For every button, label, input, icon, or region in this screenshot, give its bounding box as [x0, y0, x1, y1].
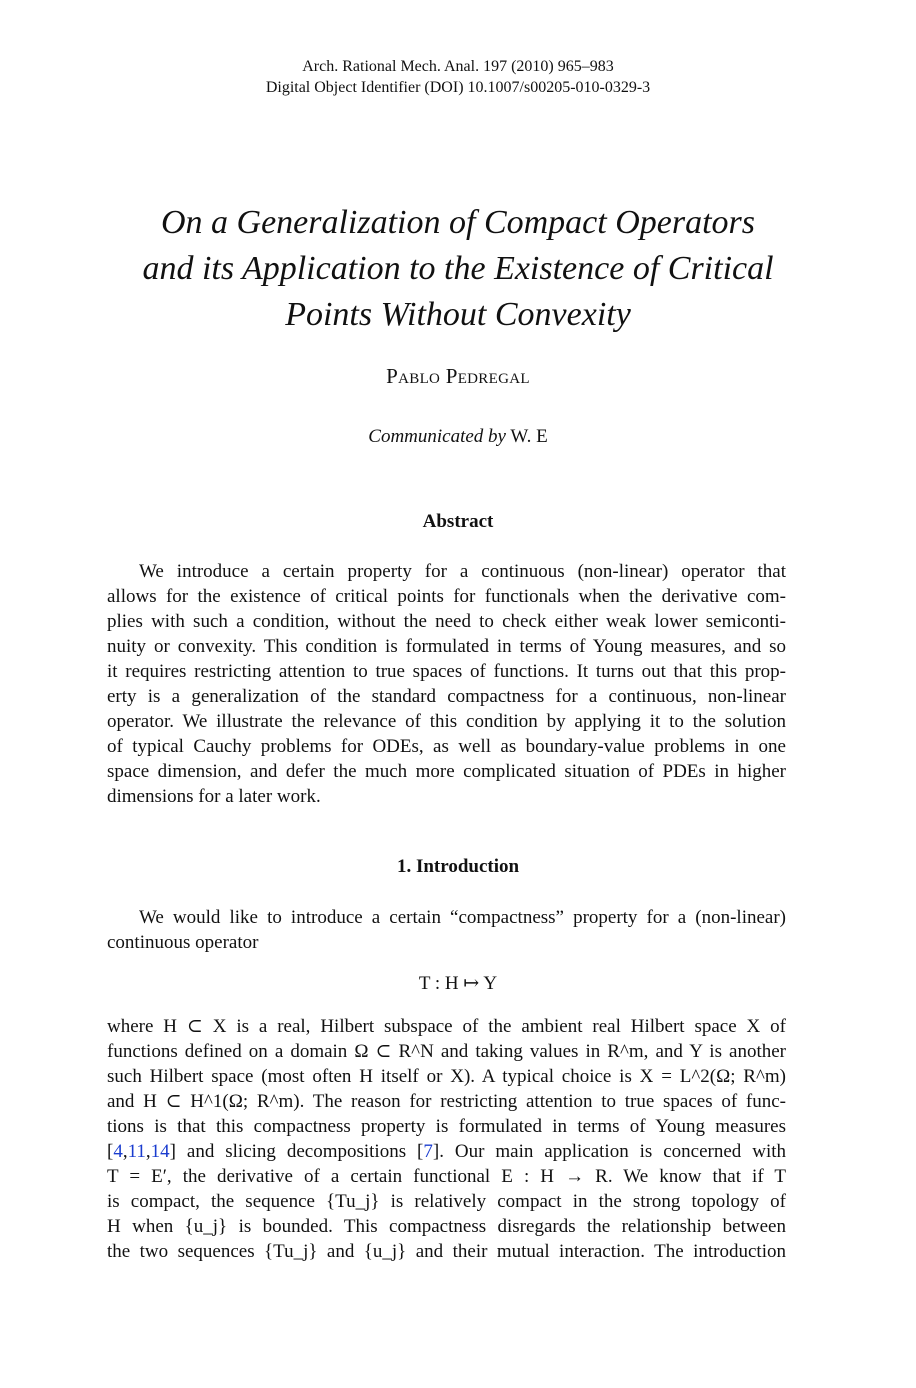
abstract-line: plies with such a condition, without the need to check either weak lower semiconti- — [107, 611, 786, 632]
citation-link[interactable]: 11 — [127, 1141, 146, 1162]
paragraph-line: the two sequences {Tu_j} and {u_j} and their mutual interaction. The introduction — [107, 1241, 786, 1262]
communicated-label: Communicated by — [368, 426, 506, 447]
communicated-name: W. E — [510, 426, 548, 447]
doi-line: Digital Object Identifier (DOI) 10.1007/s00205-010-0329-3 — [265, 79, 651, 96]
paragraph-line-with-citations: [4,11,14] and slicing decompositions [7]. Our main application is concerned with — [107, 1141, 786, 1162]
abstract-line: of typical Cauchy problems for ODEs, as well as boundary-value problems in one — [107, 736, 786, 757]
abstract-line: operator. We illustrate the relevance of this condition by applying it to the solution — [107, 711, 786, 732]
paragraph-line: is compact, the sequence {Tu_j} is relatively compact in the strong topology of — [107, 1191, 786, 1212]
abstract-line: it requires restricting attention to true spaces of functions. It turns out that this prop- — [107, 661, 786, 682]
title-line: and its Application to the Existence of Critical — [142, 250, 774, 287]
paragraph-line: tions is that this compactness property is formulated in terms of Young measures — [107, 1116, 786, 1137]
title-line: On a Generalization of Compact Operators — [160, 204, 756, 241]
paragraph-line: T = E′, the derivative of a certain functional E : H → R. We know that if T — [107, 1166, 786, 1187]
journal-citation: Arch. Rational Mech. Anal. 197 (2010) 965–983 — [302, 58, 614, 75]
paragraph-line: functions defined on a domain Ω ⊂ R^N and taking values in R^m, and Y is another — [107, 1041, 786, 1062]
citation-link[interactable]: 14 — [150, 1141, 170, 1162]
intro-paragraph-1 — [107, 905, 786, 955]
journal-header — [0, 56, 916, 98]
title-line: Points Without Convexity — [285, 296, 631, 333]
communicated-by — [0, 426, 916, 448]
citation-link[interactable]: 7 — [423, 1141, 433, 1162]
abstract-line: We introduce a certain property for a continuous (non-linear) operator that — [139, 561, 786, 582]
intro-paragraph-2 — [107, 1014, 786, 1264]
paragraph-line: We would like to introduce a certain “compactness” property for a (non-linear) — [139, 907, 786, 928]
paragraph-line: and H ⊂ H^1(Ω; R^m). The reason for restricting attention to true spaces of func- — [107, 1091, 786, 1112]
abstract-line: space dimension, and defer the much more complicated situation of PDEs in higher — [107, 761, 786, 782]
abstract-body — [107, 559, 786, 809]
abstract-heading: Abstract — [422, 511, 494, 532]
author-name: Pablo Pedregal — [386, 364, 530, 388]
abstract-line: dimensions for a later work. — [107, 786, 321, 807]
abstract-line: nuity or convexity. This condition is formulated in terms of Young measures, and so — [107, 636, 786, 657]
paragraph-line: H when {u_j} is bounded. This compactness disregards the relationship between — [107, 1216, 786, 1237]
paper-title — [80, 200, 836, 338]
paragraph-line: where H ⊂ X is a real, Hilbert subspace of the ambient real Hilbert space X of — [107, 1016, 786, 1037]
display-equation: T : H ↦ Y — [418, 973, 498, 994]
abstract-line: allows for the existence of critical points for functionals when the derivative com- — [107, 586, 786, 607]
paragraph-line: such Hilbert space (most often H itself or X). A typical choice is X = L^2(Ω; R^m) — [107, 1066, 786, 1087]
citation-link[interactable]: 4 — [113, 1141, 123, 1162]
paragraph-line: continuous operator — [107, 932, 259, 953]
abstract-line: erty is a generalization of the standard compactness for a continuous, non-linear — [107, 686, 786, 707]
section-heading-introduction: 1. Introduction — [396, 856, 520, 877]
